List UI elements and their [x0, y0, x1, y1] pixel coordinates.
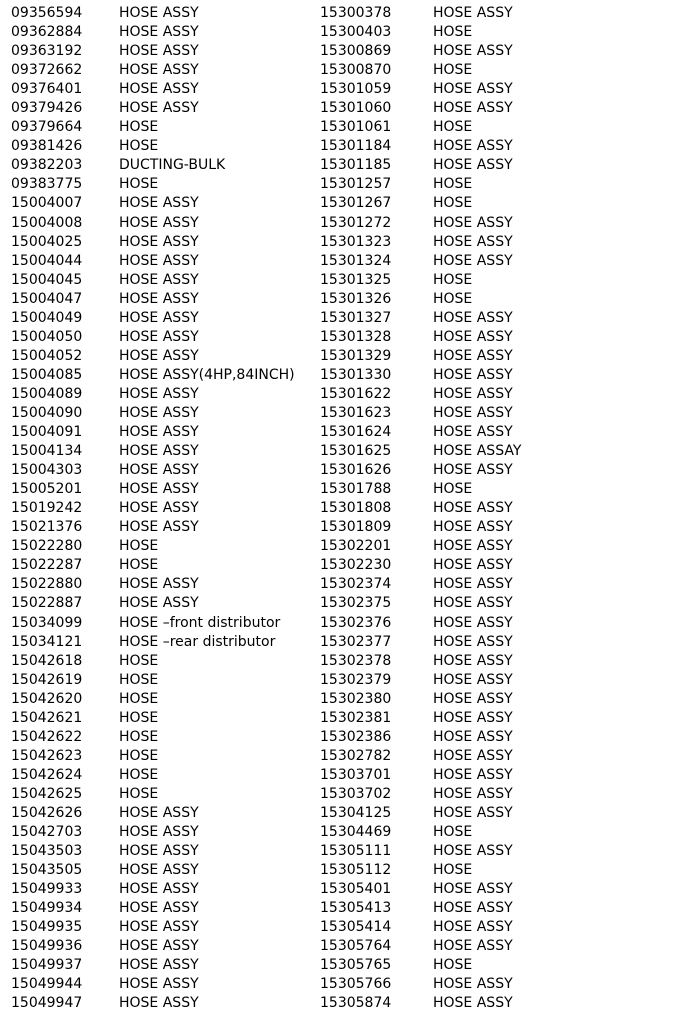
- part-number-right: 15305764: [320, 938, 392, 955]
- description-left: HOSE ASSY: [119, 271, 199, 288]
- part-number-right: 15302375: [320, 595, 392, 612]
- description-right: HOSE ASSY: [433, 804, 513, 821]
- part-number-left: 15042623: [11, 747, 83, 764]
- part-number-left: 15004049: [11, 309, 83, 326]
- description-right: HOSE: [433, 957, 473, 974]
- description-left: HOSE ASSY: [119, 881, 199, 898]
- part-number-right: 15301257: [320, 176, 392, 193]
- description-right: HOSE ASSY: [433, 766, 513, 783]
- description-left: HOSE: [119, 728, 159, 745]
- part-number-left: 15049934: [11, 900, 83, 917]
- table-row: [0, 633, 700, 652]
- part-number-left: 15049937: [11, 957, 83, 974]
- description-right: HOSE: [433, 481, 473, 498]
- description-right: HOSE ASSY: [433, 214, 513, 231]
- description-left: HOSE: [119, 652, 159, 669]
- part-number-left: 15049933: [11, 881, 83, 898]
- table-row: [0, 137, 700, 156]
- part-number-left: 15034121: [11, 633, 83, 650]
- table-row: [0, 994, 700, 1013]
- description-right: HOSE ASSY: [433, 995, 513, 1012]
- part-number-right: 15301267: [320, 195, 392, 212]
- description-left: HOSE ASSY: [119, 424, 199, 441]
- part-number-left: 15004091: [11, 424, 83, 441]
- description-left: HOSE ASSY: [119, 462, 199, 479]
- part-number-left: 15004050: [11, 328, 83, 345]
- part-number-left: 15022287: [11, 557, 83, 574]
- table-row: [0, 918, 700, 937]
- part-number-right: 15301330: [320, 366, 392, 383]
- table-row: [0, 461, 700, 480]
- part-number-left: 15049936: [11, 938, 83, 955]
- description-left: HOSE ASSY: [119, 347, 199, 364]
- description-right: HOSE ASSY: [433, 43, 513, 60]
- description-right: HOSE ASSY: [433, 595, 513, 612]
- table-row: [0, 309, 700, 328]
- part-number-right: 15301788: [320, 481, 392, 498]
- description-right: HOSE ASSY: [433, 462, 513, 479]
- part-number-right: 15300870: [320, 62, 392, 79]
- description-left: HOSE: [119, 747, 159, 764]
- description-left: HOSE ASSY: [119, 976, 199, 993]
- part-number-left: 15004008: [11, 214, 83, 231]
- part-number-left: 15004085: [11, 366, 83, 383]
- table-row: [0, 728, 700, 747]
- part-number-right: 15302377: [320, 633, 392, 650]
- table-row: [0, 80, 700, 99]
- part-number-right: 15303701: [320, 766, 392, 783]
- description-left: HOSE –front distributor: [119, 614, 281, 631]
- part-number-left: 15022887: [11, 595, 83, 612]
- description-right: HOSE ASSY: [433, 309, 513, 326]
- part-number-right: 15302230: [320, 557, 392, 574]
- description-left: HOSE ASSY: [119, 995, 199, 1012]
- table-row: [0, 652, 700, 671]
- part-number-right: 15304469: [320, 824, 392, 841]
- part-number-left: 15042626: [11, 804, 83, 821]
- table-row: [0, 842, 700, 861]
- description-left: HOSE –rear distributor: [119, 633, 276, 650]
- description-left: HOSE ASSY: [119, 443, 199, 460]
- description-left: HOSE ASSY: [119, 938, 199, 955]
- table-row: [0, 480, 700, 499]
- description-right: HOSE ASSY: [433, 843, 513, 860]
- description-left: HOSE: [119, 138, 159, 155]
- description-right: HOSE ASSY: [433, 81, 513, 98]
- description-right: HOSE: [433, 176, 473, 193]
- description-left: HOSE ASSY: [119, 843, 199, 860]
- description-left: HOSE ASSY: [119, 62, 199, 79]
- description-left: HOSE ASSY: [119, 5, 199, 21]
- part-number-right: 15301624: [320, 424, 392, 441]
- part-number-right: 15301184: [320, 138, 392, 155]
- table-row: [0, 252, 700, 271]
- part-number-left: 15049944: [11, 976, 83, 993]
- description-left: HOSE ASSY: [119, 290, 199, 307]
- part-number-right: 15304125: [320, 804, 392, 821]
- description-left: HOSE ASSY: [119, 81, 199, 98]
- part-number-left: 15042619: [11, 671, 83, 688]
- description-right: HOSE ASSY: [433, 690, 513, 707]
- description-left: HOSE ASSY: [119, 24, 199, 41]
- part-number-left: 09362884: [11, 24, 83, 41]
- table-row: [0, 671, 700, 690]
- part-number-right: 15302379: [320, 671, 392, 688]
- part-number-right: 15302378: [320, 652, 392, 669]
- description-left: DUCTING-BULK: [119, 157, 226, 174]
- part-number-left: 09376401: [11, 81, 83, 98]
- table-row: [0, 4, 700, 23]
- table-row: [0, 404, 700, 423]
- table-row: [0, 423, 700, 442]
- part-number-left: 15042624: [11, 766, 83, 783]
- description-left: HOSE: [119, 690, 159, 707]
- table-row: [0, 214, 700, 233]
- table-row: [0, 366, 700, 385]
- description-right: HOSE ASSY: [433, 328, 513, 345]
- table-row: [0, 785, 700, 804]
- description-left: HOSE ASSY: [119, 595, 199, 612]
- table-row: [0, 23, 700, 42]
- description-left: HOSE ASSY: [119, 862, 199, 879]
- description-right: HOSE ASSY: [433, 366, 513, 383]
- description-left: HOSE ASSY: [119, 195, 199, 212]
- description-right: HOSE ASSY: [433, 938, 513, 955]
- description-right: HOSE ASSY: [433, 538, 513, 555]
- description-left: HOSE: [119, 766, 159, 783]
- part-number-right: 15305401: [320, 881, 392, 898]
- description-right: HOSE ASSY: [433, 652, 513, 669]
- table-row: [0, 271, 700, 290]
- part-number-right: 15301185: [320, 157, 392, 174]
- part-number-left: 15004044: [11, 252, 83, 269]
- part-number-left: 15004052: [11, 347, 83, 364]
- description-right: HOSE ASSY: [433, 519, 513, 536]
- part-number-left: 09363192: [11, 43, 83, 60]
- table-row: [0, 290, 700, 309]
- part-number-right: 15301323: [320, 233, 392, 250]
- description-right: HOSE ASSAY: [433, 443, 522, 460]
- description-right: HOSE ASSY: [433, 976, 513, 993]
- description-right: HOSE ASSY: [433, 157, 513, 174]
- part-number-right: 15300403: [320, 24, 392, 41]
- description-right: HOSE: [433, 62, 473, 79]
- table-row: [0, 99, 700, 118]
- part-number-right: 15305765: [320, 957, 392, 974]
- description-right: HOSE ASSY: [433, 881, 513, 898]
- parts-list: [0, 4, 700, 1013]
- part-number-right: 15302376: [320, 614, 392, 631]
- description-left: HOSE ASSY(4HP,84INCH): [119, 366, 295, 383]
- description-left: HOSE: [119, 557, 159, 574]
- part-number-right: 15301324: [320, 252, 392, 269]
- part-number-left: 09383775: [11, 176, 83, 193]
- description-right: HOSE ASSY: [433, 385, 513, 402]
- table-row: [0, 956, 700, 975]
- description-right: HOSE ASSY: [433, 100, 513, 117]
- description-left: HOSE ASSY: [119, 252, 199, 269]
- part-number-right: 15300378: [320, 5, 392, 21]
- description-right: HOSE ASSY: [433, 785, 513, 802]
- description-left: HOSE ASSY: [119, 957, 199, 974]
- part-number-right: 15305111: [320, 843, 392, 860]
- part-number-left: 15042622: [11, 728, 83, 745]
- table-row: [0, 975, 700, 994]
- description-right: HOSE ASSY: [433, 557, 513, 574]
- description-left: HOSE ASSY: [119, 519, 199, 536]
- part-number-right: 15301625: [320, 443, 392, 460]
- description-right: HOSE ASSY: [433, 424, 513, 441]
- part-number-right: 15301626: [320, 462, 392, 479]
- table-row: [0, 175, 700, 194]
- part-number-right: 15305414: [320, 919, 392, 936]
- table-row: [0, 594, 700, 613]
- part-number-left: 15042620: [11, 690, 83, 707]
- table-row: [0, 328, 700, 347]
- table-row: [0, 614, 700, 633]
- description-right: HOSE ASSY: [433, 347, 513, 364]
- description-left: HOSE: [119, 709, 159, 726]
- description-left: HOSE ASSY: [119, 328, 199, 345]
- part-number-right: 15301328: [320, 328, 392, 345]
- description-left: HOSE ASSY: [119, 900, 199, 917]
- table-row: [0, 233, 700, 252]
- table-row: [0, 499, 700, 518]
- part-number-right: 15303702: [320, 785, 392, 802]
- part-number-left: 15004089: [11, 385, 83, 402]
- part-number-left: 15004007: [11, 195, 83, 212]
- description-right: HOSE ASSY: [433, 404, 513, 421]
- part-number-left: 15004047: [11, 290, 83, 307]
- part-number-left: 09379426: [11, 100, 83, 117]
- table-row: [0, 156, 700, 175]
- description-left: HOSE: [119, 119, 159, 136]
- description-left: HOSE ASSY: [119, 100, 199, 117]
- part-number-left: 15043505: [11, 862, 83, 879]
- part-number-left: 15022880: [11, 576, 83, 593]
- description-right: HOSE ASSY: [433, 252, 513, 269]
- table-row: [0, 442, 700, 461]
- part-number-right: 15301059: [320, 81, 392, 98]
- part-number-right: 15301809: [320, 519, 392, 536]
- description-right: HOSE: [433, 119, 473, 136]
- description-left: HOSE ASSY: [119, 385, 199, 402]
- table-row: [0, 42, 700, 61]
- part-number-left: 15022280: [11, 538, 83, 555]
- part-number-left: 09381426: [11, 138, 83, 155]
- part-number-left: 15004134: [11, 443, 83, 460]
- part-number-left: 15004090: [11, 404, 83, 421]
- part-number-left: 15042625: [11, 785, 83, 802]
- part-number-left: 15049935: [11, 919, 83, 936]
- description-right: HOSE ASSY: [433, 576, 513, 593]
- part-number-right: 15305112: [320, 862, 392, 879]
- description-left: HOSE: [119, 785, 159, 802]
- part-number-left: 09372662: [11, 62, 83, 79]
- part-number-right: 15302374: [320, 576, 392, 593]
- part-number-right: 15302380: [320, 690, 392, 707]
- part-number-left: 15034099: [11, 614, 83, 631]
- part-number-left: 09379664: [11, 119, 83, 136]
- part-number-right: 15305874: [320, 995, 392, 1012]
- description-left: HOSE ASSY: [119, 309, 199, 326]
- part-number-right: 15301061: [320, 119, 392, 136]
- description-left: HOSE ASSY: [119, 804, 199, 821]
- description-left: HOSE ASSY: [119, 233, 199, 250]
- description-left: HOSE ASSY: [119, 824, 199, 841]
- table-row: [0, 937, 700, 956]
- description-left: HOSE ASSY: [119, 43, 199, 60]
- table-row: [0, 385, 700, 404]
- description-right: HOSE: [433, 271, 473, 288]
- table-row: [0, 61, 700, 80]
- table-row: [0, 747, 700, 766]
- description-left: HOSE ASSY: [119, 404, 199, 421]
- part-number-right: 15305413: [320, 900, 392, 917]
- part-number-left: 15004045: [11, 271, 83, 288]
- part-number-right: 15301327: [320, 309, 392, 326]
- description-right: HOSE: [433, 290, 473, 307]
- description-right: HOSE ASSY: [433, 728, 513, 745]
- part-number-right: 15300869: [320, 43, 392, 60]
- description-left: HOSE ASSY: [119, 214, 199, 231]
- part-number-right: 15301329: [320, 347, 392, 364]
- table-row: [0, 575, 700, 594]
- part-number-left: 15019242: [11, 500, 83, 517]
- description-right: HOSE ASSY: [433, 671, 513, 688]
- table-row: [0, 118, 700, 137]
- part-number-left: 15021376: [11, 519, 83, 536]
- part-number-left: 15005201: [11, 481, 83, 498]
- part-number-right: 15301808: [320, 500, 392, 517]
- part-number-left: 15049947: [11, 995, 83, 1012]
- description-left: HOSE: [119, 538, 159, 555]
- table-row: [0, 518, 700, 537]
- description-left: HOSE ASSY: [119, 919, 199, 936]
- description-right: HOSE ASSY: [433, 633, 513, 650]
- part-number-left: 09382203: [11, 157, 83, 174]
- description-right: HOSE: [433, 862, 473, 879]
- part-number-left: 15043503: [11, 843, 83, 860]
- part-number-left: 15042621: [11, 709, 83, 726]
- description-left: HOSE: [119, 671, 159, 688]
- description-right: HOSE ASSY: [433, 747, 513, 764]
- part-number-left: 15042618: [11, 652, 83, 669]
- part-number-right: 15301326: [320, 290, 392, 307]
- table-row: [0, 899, 700, 918]
- table-row: [0, 766, 700, 785]
- part-number-right: 15302201: [320, 538, 392, 555]
- description-right: HOSE ASSY: [433, 900, 513, 917]
- table-row: [0, 690, 700, 709]
- table-row: [0, 537, 700, 556]
- part-number-left: 15042703: [11, 824, 83, 841]
- table-row: [0, 556, 700, 575]
- description-right: HOSE ASSY: [433, 5, 513, 21]
- description-right: HOSE ASSY: [433, 709, 513, 726]
- part-number-right: 15301272: [320, 214, 392, 231]
- part-number-right: 15305766: [320, 976, 392, 993]
- description-left: HOSE ASSY: [119, 500, 199, 517]
- part-number-right: 15301622: [320, 385, 392, 402]
- part-number-right: 15301623: [320, 404, 392, 421]
- description-left: HOSE: [119, 176, 159, 193]
- description-right: HOSE ASSY: [433, 500, 513, 517]
- table-row: [0, 804, 700, 823]
- part-number-left: 15004025: [11, 233, 83, 250]
- description-right: HOSE ASSY: [433, 919, 513, 936]
- description-right: HOSE: [433, 24, 473, 41]
- table-row: [0, 194, 700, 213]
- part-number-right: 15302386: [320, 728, 392, 745]
- table-row: [0, 347, 700, 366]
- table-row: [0, 709, 700, 728]
- part-number-right: 15302381: [320, 709, 392, 726]
- table-row: [0, 880, 700, 899]
- description-right: HOSE ASSY: [433, 614, 513, 631]
- description-right: HOSE ASSY: [433, 138, 513, 155]
- description-right: HOSE: [433, 824, 473, 841]
- part-number-left: 15004303: [11, 462, 83, 479]
- part-number-right: 15301060: [320, 100, 392, 117]
- description-right: HOSE ASSY: [433, 233, 513, 250]
- description-left: HOSE ASSY: [119, 576, 199, 593]
- description-right: HOSE: [433, 195, 473, 212]
- part-number-right: 15302782: [320, 747, 392, 764]
- table-row: [0, 861, 700, 880]
- description-left: HOSE ASSY: [119, 481, 199, 498]
- table-row: [0, 823, 700, 842]
- part-number-right: 15301325: [320, 271, 392, 288]
- part-number-left: 09356594: [11, 5, 83, 21]
